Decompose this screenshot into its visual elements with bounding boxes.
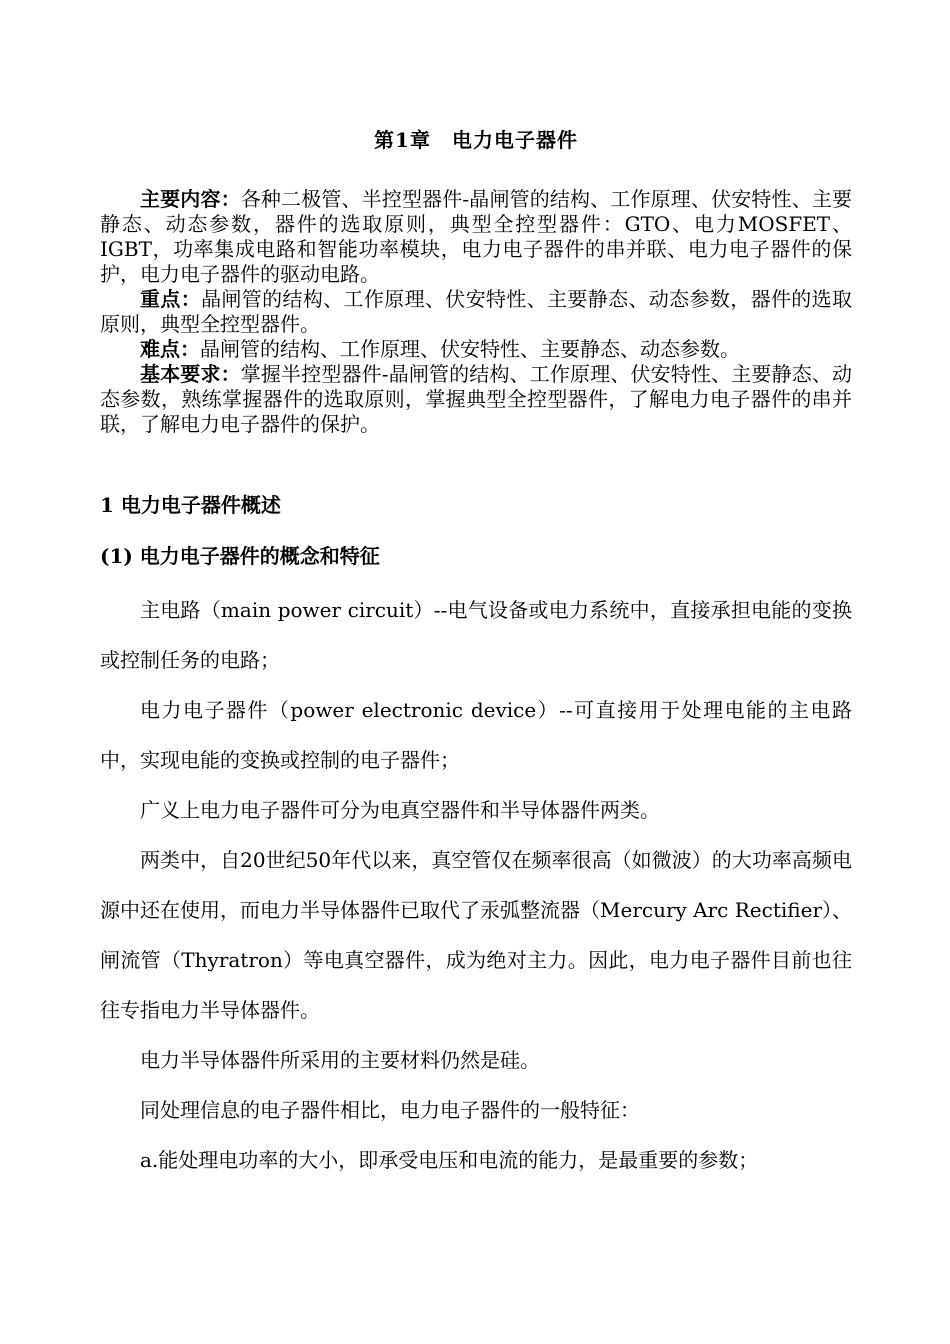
requirements-text: 掌握半控型器件-晶闸管的结构、工作原理、伏安特性、主要静态、动态参数，熟练掌握器件的选取原则，掌握典型全控型器件，了解电力电子器件的串并联，了解电力电子器件的保护。 <box>100 362 852 436</box>
main-content-paragraph <box>100 187 852 287</box>
subsection-heading: (1) 电力电子器件的概念和特征 <box>100 544 380 568</box>
body-paragraph: 两类中，自20世纪50年代以来，真空管仅在频率很高（如微波）的大功率高频电源中还在使用，而电力半导体器件已取代了汞弧整流器（Mercury Arc Rectifier）、闸流管（Thyratron）等电真空器件，成为绝对主力。因此，电力电子器件目前也往往专指电力半导体器件。 <box>100 848 853 1022</box>
main-content-label: 主要内容： <box>140 187 241 211</box>
difficulties-paragraph <box>100 337 852 362</box>
chapter-summary <box>100 187 852 437</box>
body-text <box>100 585 852 1185</box>
main-content-text: 各种二极管、半控型器件-晶闸管的结构、工作原理、伏安特性、主要静态、动态参数，器件的选取原则，典型全控型器件：GTO、电力MOSFET、IGBT，功率集成电路和智能功率模块，电力电子器件的串并联、电力电子器件的保护，电力电子器件的驱动电路。 <box>100 187 852 286</box>
key-points-label: 重点： <box>140 287 202 311</box>
body-paragraph: 广义上电力电子器件可分为电真空器件和半导体器件两类。 <box>140 798 660 822</box>
body-paragraph: 电力半导体器件所采用的主要材料仍然是硅。 <box>140 1048 540 1072</box>
body-paragraph: 同处理信息的电子器件相比，电力电子器件的一般特征： <box>140 1098 640 1122</box>
body-paragraph: 主电路（main power circuit）--电气设备或电力系统中，直接承担电能的变换或控制任务的电路； <box>100 598 852 672</box>
key-points-paragraph <box>100 287 852 337</box>
section-heading: 1 电力电子器件概述 <box>100 493 281 517</box>
chapter-title: 第1章 电力电子器件 <box>374 128 578 152</box>
difficulties-text: 晶闸管的结构、工作原理、伏安特性、主要静态、动态参数。 <box>200 337 740 361</box>
difficulties-label: 难点： <box>140 337 200 361</box>
body-paragraph: a.能处理电功率的大小，即承受电压和电流的能力，是最重要的参数； <box>140 1148 759 1172</box>
body-paragraph: 电力电子器件（power electronic device）--可直接用于处理电能的主电路中，实现电能的变换或控制的电子器件； <box>100 698 852 772</box>
key-points-text: 晶闸管的结构、工作原理、伏安特性、主要静态、动态参数，器件的选取原则，典型全控型器件。 <box>100 287 853 336</box>
requirements-paragraph <box>100 362 852 437</box>
requirements-label: 基本要求： <box>140 362 241 386</box>
